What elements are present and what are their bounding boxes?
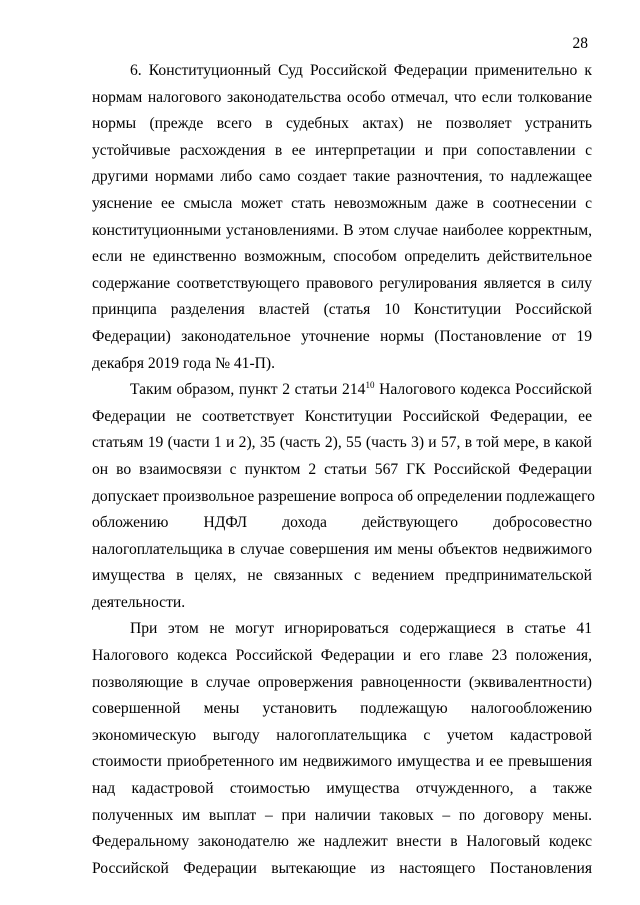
- text-line-with-superscript: [92, 377, 592, 404]
- text-line: нормам налогового законодательства особо отмечал, что если толкование: [92, 88, 592, 106]
- text-run: Налогового кодекса Российской: [374, 381, 593, 399]
- text-run: Таким образом, пункт 2 статьи 214: [130, 381, 366, 399]
- text-line: экономическую выгоду налогоплательщика с учетом кадастровой: [92, 726, 592, 744]
- text-line: он во взаимосвязи с пунктом 2 статьи 567 ГК Российской Федерации: [92, 460, 592, 478]
- text-line: уяснение ее смысла может стать невозможным даже в соотнесении с: [92, 194, 592, 212]
- text-line: нормы (прежде всего в судебных актах) не позволяет устранить: [92, 115, 592, 133]
- text-line: статьям 19 (части 1 и 2), 35 (часть 2), 55 (часть 3) и 57, в той мере, в какой: [92, 434, 592, 452]
- text-line: декабря 2019 года № 41-П).: [92, 354, 276, 372]
- text-line: стоимости приобретенного им недвижимого имущества и ее превышения: [92, 753, 592, 771]
- text-line: налогоплательщика в случае совершения им мены объектов недвижимого: [92, 540, 592, 558]
- text-line: совершенной мены установить подлежащую налогообложению: [92, 700, 592, 718]
- text-line: Российской Федерации вытекающие из настоящего Постановления: [92, 859, 592, 877]
- text-line: При этом не могут игнорироваться содержащиеся в статье 41: [130, 620, 592, 638]
- paragraph-2: [92, 377, 595, 616]
- text-line: Федеральному законодателю же надлежит внести в Налоговый кодекс: [92, 833, 592, 851]
- page-number: 28: [572, 35, 588, 52]
- text-line: 6. Конституционный Суд Российской Федерации применительно к: [130, 62, 592, 79]
- document-body: [92, 58, 595, 882]
- text-line: полученных им выплат – при наличии таковых – по договору мены.: [92, 806, 592, 824]
- text-line: Федерации не соответствует Конституции Российской Федерации, ее: [92, 407, 592, 425]
- text-line: конституционными установлениями. В этом случае наиболее корректным,: [92, 221, 592, 239]
- text-line: содержание соответствующего правового регулирования является в силу: [92, 274, 592, 292]
- text-line: деятельности.: [92, 593, 186, 611]
- text-line: обложению НДФЛ дохода действующего добросовестно: [92, 514, 592, 532]
- text-line: устойчивые расхождения в ее интерпретации и при сопоставлении с: [92, 141, 592, 159]
- text-line: над кадастровой стоимостью имущества отчужденного, а также: [92, 780, 592, 798]
- text-line: имущества в целях, не связанных с ведением предпринимательской: [92, 567, 592, 585]
- text-line: принципа разделения властей (статья 10 Конституции Российской: [92, 301, 592, 319]
- text-line: Налогового кодекса Российской Федерации и его главе 23 положения,: [92, 647, 592, 665]
- text-line: позволяющие в случае опровержения равноценности (эквивалентности): [92, 673, 592, 691]
- paragraph-3: [92, 616, 592, 882]
- text-line: допускает произвольное разрешение вопроса об определении подлежащего: [92, 487, 595, 505]
- text-line: другими нормами либо само создает такие разночтения, то надлежащее: [92, 168, 592, 186]
- paragraph-1: [92, 58, 592, 377]
- article-superscript: 10: [365, 379, 375, 390]
- text-line: Федерации) законодательное уточнение нормы (Постановление от 19: [92, 327, 592, 345]
- text-line: если не единственно возможным, способом определить действительное: [92, 248, 592, 266]
